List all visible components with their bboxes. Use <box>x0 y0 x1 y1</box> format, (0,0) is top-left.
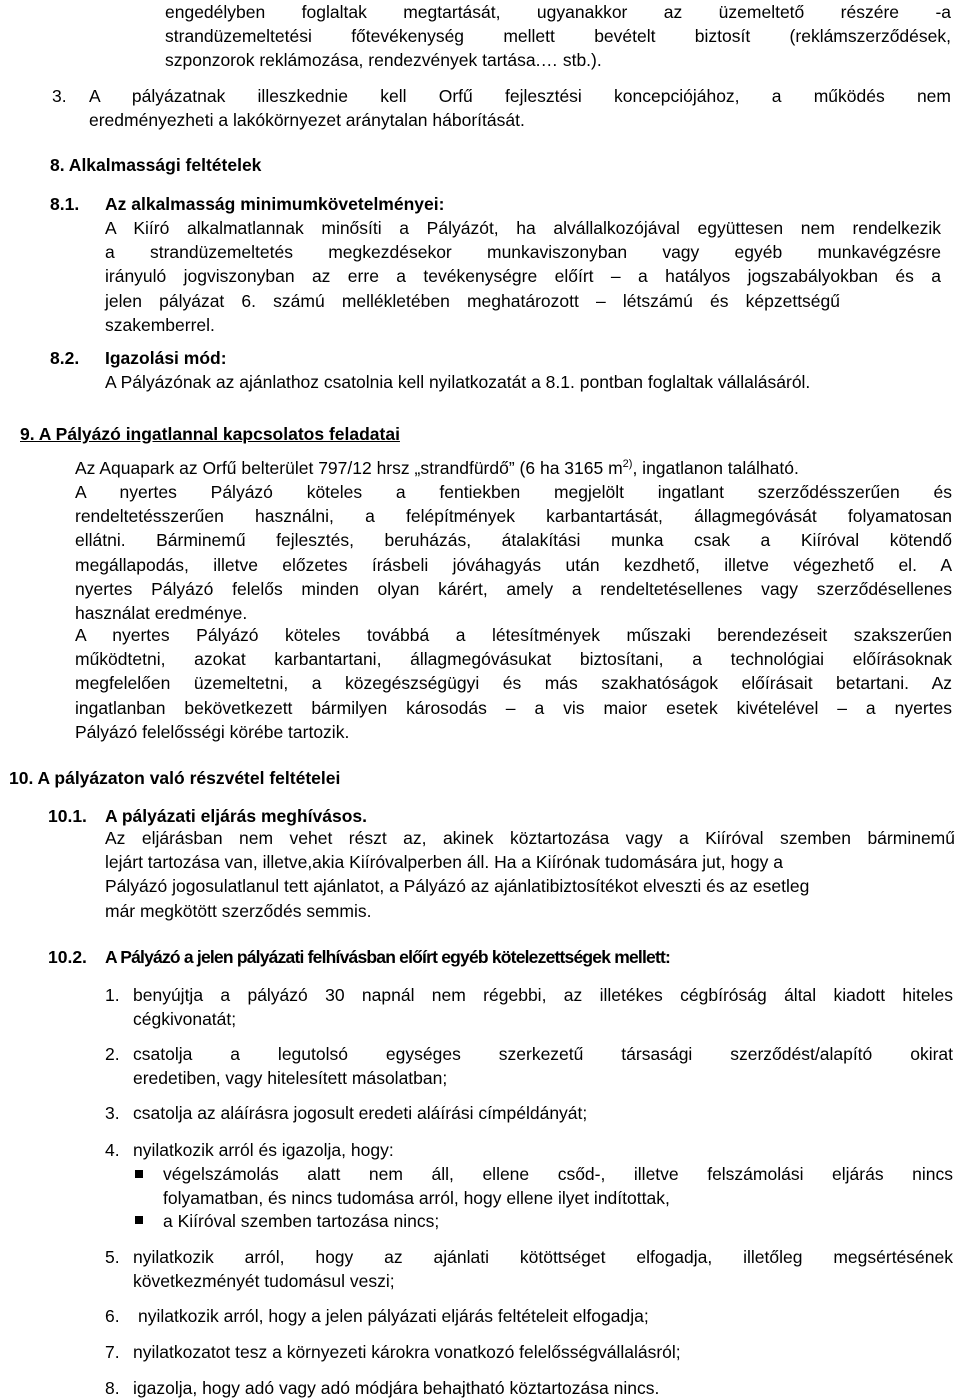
list-item-2 <box>133 1042 953 1090</box>
item-3-number: 3. <box>52 86 67 106</box>
list-item-5 <box>133 1245 953 1293</box>
text-line: jelen pályázat 6. számú mellékletében meghatározott – létszámú és képzettségű <box>105 290 840 311</box>
item-3-text <box>89 84 951 132</box>
list-item-4: nyilatkozik arról és igazolja, hogy: <box>133 1140 394 1160</box>
text-line: eredetiben, vagy hitelesített másolatban; <box>133 1068 448 1089</box>
section-8-2-text: A Pályázónak az ajánlathoz csatolnia kell nyilatkozatát a 8.1. pontban foglaltak vállalásáról. <box>105 372 811 392</box>
section-9-property-line <box>75 456 799 480</box>
text-line: megfelelően üzemeltetni, a közegészségügyi és más szakhatóságok előírásait betartani. Az <box>75 673 952 694</box>
text-line: megállapodás, illetve előzetes írásbeli jóváhagyás után kezdhető, illetve végezhető el. A <box>75 554 952 575</box>
text-line: A pályázatnak illeszkednie kell Orfű fejlesztési koncepciójához, a működés nem <box>89 86 951 106</box>
text-line: használat eredménye. <box>75 603 248 624</box>
intro-paragraph <box>165 0 951 73</box>
section-8-2-title: Igazolási mód: <box>105 348 227 368</box>
section-8-1-text <box>105 216 941 337</box>
property-text: Az Aquapark az Orfű belterület 797/12 hrsz „strandfürdő” (6 ha 3165 m <box>75 458 623 478</box>
property-text-end: , ingatlanon található. <box>632 458 799 478</box>
text-line: szakemberrel. <box>105 314 215 335</box>
text-line: engedélyben foglaltak megtartását, ugyanakkor az üzemeltető részére -a <box>165 2 951 22</box>
text-line: benyújtja a pályázó 30 napnál nem régebbi, az illetékes cégbíróság által kiadott hiteles <box>133 985 953 1005</box>
section-10-2-number: 10.2. <box>48 947 87 967</box>
text-line: lejárt tartozása van, illetve,akia Kiíróvalperben áll. Ha a Kiírónak tudomására jut, hogy a <box>105 852 783 873</box>
section-9-heading: 9. A Pályázó ingatlannal kapcsolatos feladatai <box>20 424 400 444</box>
list-item-7: nyilatkozatot tesz a környezeti károkra vonatkozó felelősségvállalásról; <box>133 1342 681 1362</box>
list-item-1 <box>133 983 953 1031</box>
text-line: végelszámolás alatt nem áll, ellene csőd-, illetve felszámolási eljárás nincs <box>163 1164 953 1184</box>
text-line: A nyertes Pályázó köteles a fentiekben megjelölt ingatlant szerződésszerűen és <box>75 482 952 502</box>
text-line: működtetni, azokat karbantartani, állagmegóvásukat biztosítani, a technológiai előírásoknak <box>75 649 952 670</box>
text-line: A Kiíró alkalmatlannak minősíti a Pályázót, ha alvállalkozójával együttesen nem rendelkezik <box>105 218 941 238</box>
list-item-6-number: 6. <box>105 1306 120 1326</box>
section-10-1-title: A pályázati eljárás meghívásos. <box>105 806 367 826</box>
list-item-7-number: 7. <box>105 1342 120 1362</box>
text-line: nyilatkozik arról, hogy az ajánlati kötöttséget elfogadja, illetőleg megsértésének <box>133 1247 953 1267</box>
section-9-paragraph-1 <box>75 480 952 625</box>
section-10-2-title: A Pályázó a jelen pályázati felhívásban előírt egyéb kötelezettségek mellett: <box>105 947 671 967</box>
section-8-2-number: 8.2. <box>50 348 80 368</box>
text-line: ingatlanban bekövetkezett bármilyen károsodás – a vis maior esetek kivételével – a nyertes <box>75 697 952 718</box>
text-line: eredményezheti a lakókörnyezet aránytalan háborítását. <box>89 110 525 131</box>
section-8-1-number: 8.1. <box>50 194 80 214</box>
text-line: ellátni. Bárminemű fejlesztés, beruházás, átalakítási munka csak a Kiíróval kötendő <box>75 530 952 551</box>
text-line: a strandüzemeltetés megkezdésekor munkaviszonyban vagy egyéb munkavégzésre <box>105 242 941 263</box>
text-line: következményét tudomásul veszi; <box>133 1271 395 1292</box>
list-item-6: nyilatkozik arról, hogy a jelen pályázati eljárás feltételeit elfogadja; <box>138 1306 649 1326</box>
list-item-4-number: 4. <box>105 1140 120 1160</box>
section-10-heading: 10. A pályázaton való részvétel feltételei <box>9 768 341 788</box>
text-line: strandüzemeltetési főtevékenység mellett bevételt biztosít (reklámszerződések, <box>165 26 951 47</box>
text-line: Pályázó jogosulatlanul tett ajánlatot, a Pályázó az ajánlatibiztosítékot elveszti és az esetleg <box>105 876 810 897</box>
text-line: folyamatban, és nincs tudomása arról, hogy ellene ilyet indítottak, <box>163 1188 670 1209</box>
section-8-1-title: Az alkalmasság minimumkövetelményei: <box>105 194 445 214</box>
text-line: cégkivonatát; <box>133 1009 237 1030</box>
bullet-marker-icon <box>135 1170 143 1178</box>
list-item-3: csatolja az aláírásra jogosult eredeti aláírási címpéldányát; <box>133 1103 588 1123</box>
list-item-5-number: 5. <box>105 1247 120 1267</box>
section-8-heading: 8. Alkalmassági feltételek <box>50 155 262 175</box>
bullet-marker-icon <box>135 1216 143 1224</box>
list-item-2-number: 2. <box>105 1044 120 1064</box>
list-item-1-number: 1. <box>105 985 120 1005</box>
text-line: már megkötött szerződés semmis. <box>105 900 372 921</box>
list-item-8: igazolja, hogy adó vagy adó módjára behajtható köztartozása nincs. <box>133 1378 660 1398</box>
superscript: 2) <box>622 458 633 471</box>
text-line: irányuló jogviszonyban az erre a tevékenységre előírt – a hatályos jogszabályokban és a <box>105 266 941 287</box>
text-line: csatolja a legutolsó egységes szerkezetű társasági szerződést/alapító okirat <box>133 1044 953 1064</box>
section-9-paragraph-2 <box>75 623 952 744</box>
section-10-1-text <box>105 826 955 923</box>
text-line: rendeltetésszerűen használni, a felépítmények karbantartását, állagmegóvását folyamatosan <box>75 506 952 527</box>
text-line: Az eljárásban nem vehet részt az, akinek köztartozása vagy a Kiíróval szemben bárminemű <box>105 828 955 848</box>
list-item-3-number: 3. <box>105 1103 120 1123</box>
text-line: A nyertes Pályázó köteles továbbá a létesítmények műszaki berendezéseit szakszerűen <box>75 625 952 645</box>
bullet-item-1 <box>163 1162 953 1210</box>
text-line: nyertes Pályázó felelős minden olyan kárért, amely a rendeltetésellenes vagy szerződésellenes <box>75 578 952 599</box>
text-line: Pályázó felelősségi körébe tartozik. <box>75 721 350 742</box>
bullet-item-2: a Kiíróval szemben tartozása nincs; <box>163 1211 440 1231</box>
text-line: szponzorok reklámozása, rendezvények tartása.… stb.). <box>165 50 602 71</box>
list-item-8-number: 8. <box>105 1378 120 1398</box>
section-10-1-number: 10.1. <box>48 806 87 826</box>
